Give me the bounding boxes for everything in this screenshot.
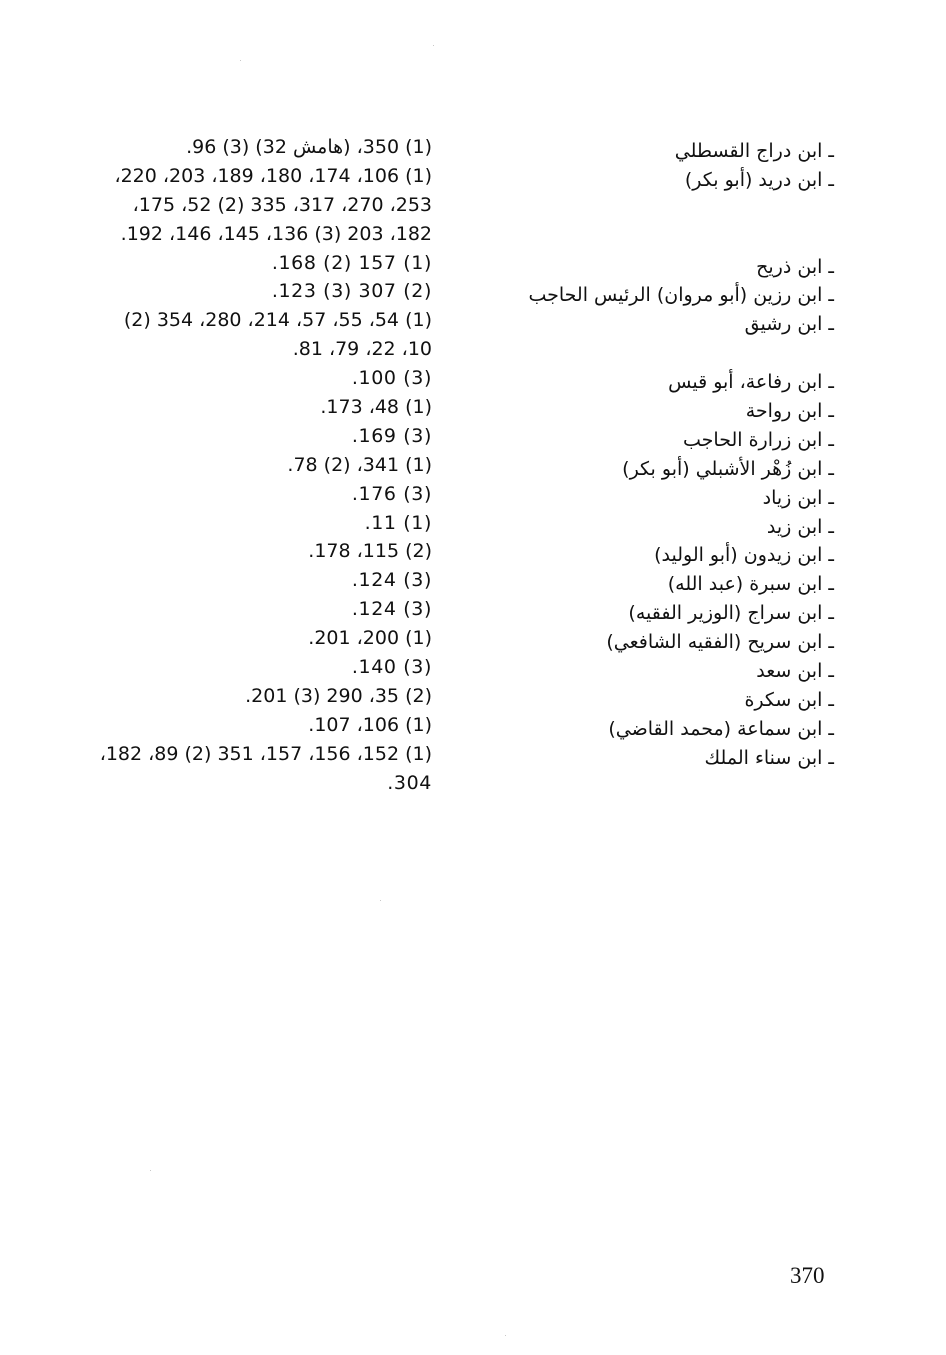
- page-references: 253، 270، 317، 335 (2) 52، 175،: [132, 193, 432, 216]
- page-references: 304.: [387, 771, 432, 794]
- index-name: ـ ابن دريد (أبو بكر): [684, 168, 834, 191]
- index-name: ـ ابن زُهْر الأشبلي (أبو بكر): [622, 457, 834, 480]
- index-name: ـ ابن رشيق: [744, 313, 834, 336]
- index-name: ـ ابن زياد: [762, 486, 834, 509]
- index-name: ـ ابن دراج القسطلي: [674, 140, 834, 162]
- page-references: (1) 106، 107.: [308, 713, 432, 736]
- index-name: ـ ابن سماعة (محمد القاضي): [608, 717, 834, 740]
- page-references: (3) 169.: [351, 424, 432, 447]
- page-references: (2) 307 (3) 123.: [271, 280, 432, 303]
- scan-speck: [150, 1170, 151, 1171]
- index-name: ـ ابن سكرة: [744, 688, 834, 711]
- index-name: ـ ابن رفاعة، أبو قيس: [668, 371, 834, 394]
- names-column: [494, 137, 834, 773]
- index-name: ـ ابن زرارة الحاجب: [683, 428, 834, 451]
- page-references: (1) 11.: [364, 511, 432, 534]
- page-references: (2) 115، 178.: [308, 540, 432, 563]
- page-references: (1) 54، 55، 57، 214، 280، 354 (2): [123, 309, 432, 332]
- page-references: (1) 152، 156، 157، 351 (2) 89، 182،: [99, 742, 432, 765]
- page-references: (1) 157 (2) 168.: [271, 251, 432, 274]
- page-references: (1) 106، 174، 180، 189، 203، 220،: [114, 164, 432, 187]
- index-name: ـ ابن ذريح: [756, 255, 834, 278]
- page-references: (3) 124.: [351, 598, 432, 621]
- page-references: (2) 35، 290 (3) 201.: [245, 684, 432, 707]
- index-name: ـ ابن رزين (أبو مروان) الرئيس الحاجب: [528, 284, 834, 307]
- scan-speck: [380, 900, 381, 901]
- index-name: ـ ابن سريح (الفقيه الشافعي): [606, 631, 834, 654]
- blank-line: [494, 195, 834, 224]
- index-name: ـ ابن رواحة: [745, 400, 834, 423]
- page-references: 10، 22، 79، 81.: [292, 338, 432, 361]
- page-references: (3) 176.: [351, 482, 432, 505]
- page-number: 370: [790, 1263, 825, 1288]
- page-references: 182، 203 (3) 136، 145، 146، 192.: [120, 222, 432, 245]
- index-name: ـ ابن سراج (الوزير الفقيه): [628, 602, 834, 625]
- page-references: (3) 140.: [351, 656, 432, 679]
- page-references: (1) 200، 201.: [308, 627, 432, 650]
- blank-line: [494, 339, 834, 368]
- index-name: ـ ابن سناء الملك: [704, 746, 834, 769]
- page-references: (1) 48، 173.: [320, 396, 432, 419]
- index-name: ـ ابن سعد: [756, 660, 834, 683]
- blank-line: [494, 224, 834, 253]
- page-references: (1) 350، (هامش 32) (3) 96.: [186, 136, 432, 158]
- page-references: (3) 124.: [351, 569, 432, 592]
- references-column: [72, 133, 432, 797]
- scan-speck: [240, 60, 241, 61]
- index-name: ـ ابن سبرة (عبد الله): [667, 573, 834, 596]
- index-name: ـ ابن زيدون (أبو الوليد): [654, 544, 834, 567]
- page-references: (3) 100.: [351, 367, 432, 390]
- index-name: ـ ابن زيد: [766, 515, 834, 538]
- page-references: (1) 341، (2) 78.: [287, 453, 432, 476]
- scan-speck: [433, 45, 434, 46]
- scan-speck: [505, 1335, 506, 1336]
